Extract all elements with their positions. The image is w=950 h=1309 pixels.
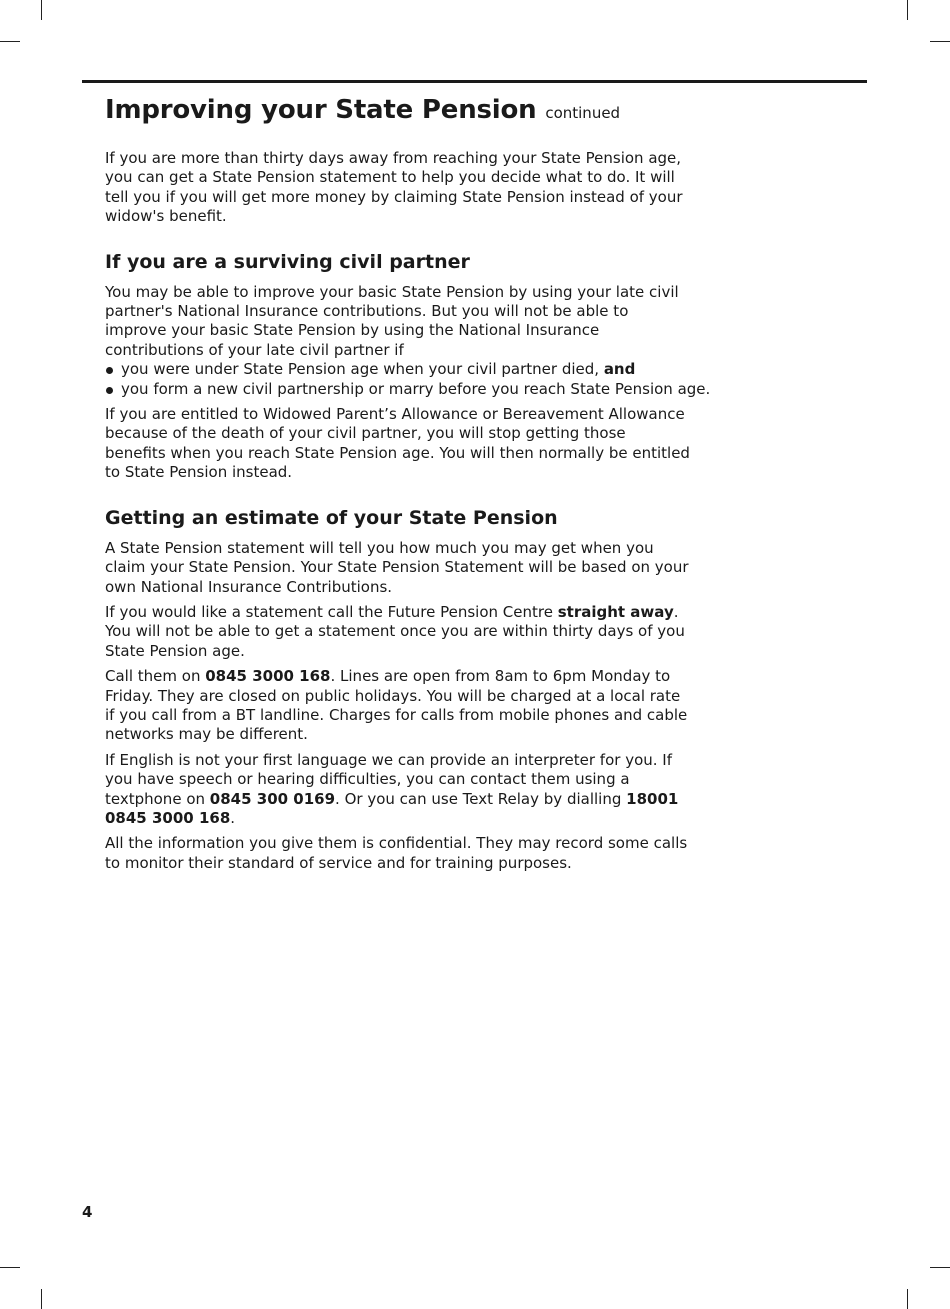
page-content (105, 92, 711, 879)
civil-partner-bullet-list (105, 360, 711, 399)
crop-mark (930, 1267, 950, 1268)
p4-text-a: If English is not your first language we can provide an interpreter for you. If you have speech or hearing difficulties, you can contact them using a textphone on (105, 750, 672, 808)
page-title-text: Improving your State Pension (105, 95, 537, 125)
p4-text-b: . Or you can use Text Relay by dialling (335, 789, 622, 808)
p3-text-b: . Lines are open from 8am to 6pm Monday to Friday. They are closed on public holidays. You will be charged at a local rate if you call from a BT landline. Charges for calls from mobile phones and cable networks may be different. (105, 667, 688, 744)
crop-mark (907, 0, 908, 20)
textphone-number: 0845 300 0169 (209, 789, 336, 808)
crop-mark (41, 0, 42, 20)
estimate-paragraph-4 (105, 751, 690, 829)
civil-partner-paragraph-1: You may be able to improve your basic State Pension by using your late civil partner's National Insurance contributions. But you will not be able to improve your basic State Pension by using the National Insurance contributions of your late civil partner if (105, 282, 679, 359)
top-rule (82, 80, 867, 83)
list-item (105, 360, 690, 379)
p4-text-c: . (230, 808, 236, 827)
page-number: 4 (82, 1203, 93, 1221)
p2-bold: straight away (557, 602, 674, 621)
crop-mark (41, 1289, 42, 1309)
bullet-2-text: you form a new civil partnership or marry before you reach State Pension age. (121, 379, 711, 398)
p3-text-a: Call them on (105, 667, 201, 686)
crop-mark (0, 1267, 20, 1268)
section-heading-estimate: Getting an estimate of your State Pension (105, 506, 558, 529)
estimate-paragraph-2 (105, 603, 690, 661)
bullet-1-bold: and (603, 360, 636, 379)
crop-mark (0, 41, 20, 42)
estimate-paragraph-3 (105, 667, 690, 745)
estimate-paragraph-1: A State Pension statement will tell you how much you may get when you claim your State Pension. Your State Pension Statement will be based on your own National Insurance Contributions. (105, 538, 689, 596)
crop-mark (907, 1289, 908, 1309)
section-heading-civil-partner: If you are a surviving civil partner (105, 250, 470, 273)
p2-text-a: If you would like a statement call the Future Pension Centre (105, 602, 553, 621)
text-relay-number: 18001 0845 3000 168 (105, 789, 679, 827)
civil-partner-paragraph-2: If you are entitled to Widowed Parent’s Allowance or Bereavement Allowance because of the death of your civil partner, you will stop getting those benefits when you reach State Pension age. You will then normally be entitled to State Pension instead. (105, 405, 690, 482)
crop-mark (930, 41, 950, 42)
phone-number: 0845 3000 168 (205, 667, 331, 686)
estimate-paragraph-5: All the information you give them is confidential. They may record some calls to monitor their standard of service and for training purposes. (105, 834, 688, 872)
continued-label: continued (545, 104, 621, 122)
intro-paragraph: If you are more than thirty days away from reaching your State Pension age, you can get a State Pension statement to help you decide what to do. It will tell you if you will get more money by claiming State Pension instead of your widow's benefit. (105, 149, 683, 226)
p2-text-b: . You will not be able to get a statement once you are within thirty days of you State Pension age. (105, 602, 685, 660)
list-item (105, 379, 711, 399)
bullet-1-text: you were under State Pension age when your civil partner died, (121, 360, 600, 379)
page-title (105, 92, 690, 131)
